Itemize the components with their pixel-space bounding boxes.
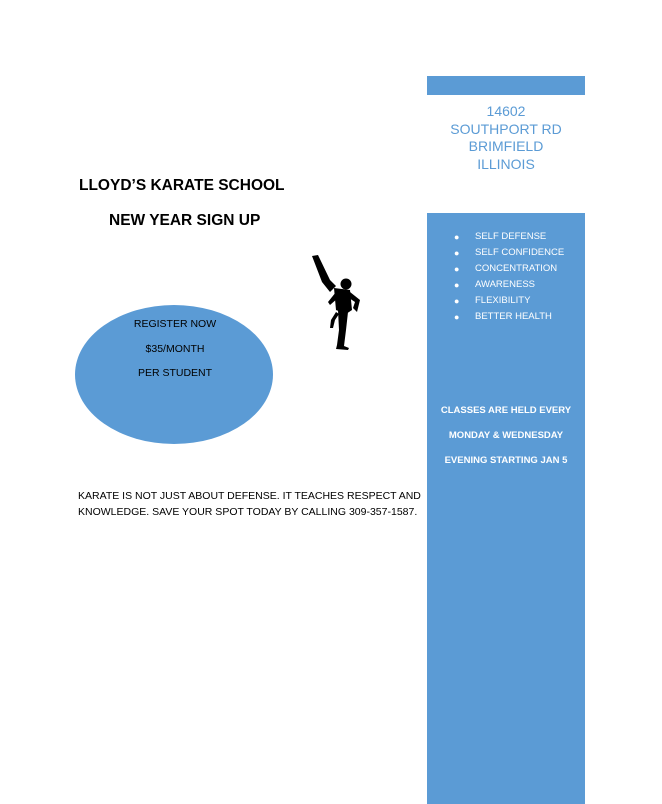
promo-price-text: $35/MONTH (145, 343, 205, 355)
benefits-list (454, 229, 565, 325)
header-accent-bar (427, 76, 585, 95)
bullet-icon: ● (454, 312, 460, 322)
address-line: SOUTHPORT RD (450, 120, 562, 137)
schedule-line: EVENING STARTING JAN 5 (444, 455, 568, 466)
address-block (427, 103, 585, 173)
description-line: KNOWLEDGE. SAVE YOUR SPOT TODAY BY CALLING 309-357-1587. (78, 506, 418, 518)
promo-register-text: REGISTER NOW (133, 318, 217, 330)
sidebar-panel (427, 213, 585, 804)
promo-per-student-text: PER STUDENT (137, 367, 213, 379)
address-line: BRIMFIELD (468, 138, 544, 154)
benefit-item: ● SELF DEFENSE (471, 229, 564, 245)
bullet-icon: ● (454, 264, 460, 274)
bullet-icon: ● (454, 296, 460, 306)
schedule-line: MONDAY & WEDNESDAY (448, 430, 564, 441)
bullet-icon: ● (454, 248, 460, 258)
schedule-line: CLASSES ARE HELD EVERY (440, 405, 572, 416)
benefit-item: ● BETTER HEALTH (471, 309, 564, 325)
description-line: KARATE IS NOT JUST ABOUT DEFENSE. IT TEACHES RESPECT AND (78, 490, 421, 502)
karate-kick-silhouette-icon (300, 250, 368, 354)
address-line: ILLINOIS (477, 155, 535, 172)
page-title: LLOYD’S KARATE SCHOOL (79, 177, 285, 194)
benefit-item: ● CONCENTRATION (471, 261, 564, 277)
class-schedule (427, 403, 585, 478)
address-line: 14602 (486, 103, 526, 119)
benefit-item: ● AWARENESS (471, 277, 564, 293)
description-paragraph (78, 488, 421, 520)
bullet-icon: ● (454, 280, 460, 290)
bullet-icon: ● (454, 232, 460, 242)
benefit-item: ● SELF CONFIDENCE (471, 245, 564, 261)
benefit-item: ● FLEXIBILITY (471, 293, 564, 309)
page-subtitle: NEW YEAR SIGN UP (109, 212, 261, 229)
